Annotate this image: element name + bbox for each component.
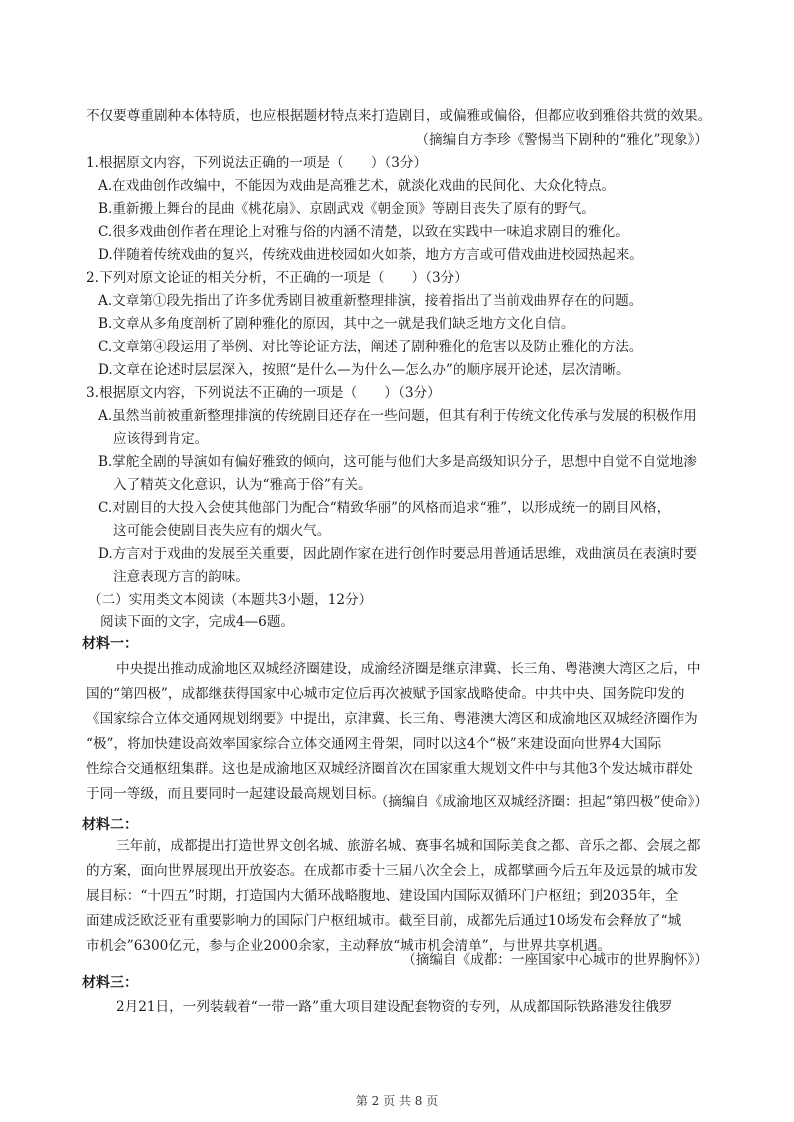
question-3-option-b: B.掌舵全剧的导演如有偏好雅致的倾向，这可能与他们大多是高级知识分子，思想中自觉不自觉地渗 — [98, 454, 697, 470]
material-2-heading: 材料二： — [82, 817, 138, 833]
question-3-option-c-cont: 这可能会使剧目丧失应有的烟火气。 — [113, 523, 331, 539]
material-2-line: 面建成泛欧泛亚有重要影响力的国际门户枢纽城市。截至目前，成都先后通过10场发布会释放了“城 — [86, 913, 682, 929]
section-instruction: 阅读下面的文字，完成4—6题。 — [100, 614, 295, 630]
material-2-line: 展目标：“十四五”时期，打造国内大循环战略腹地、建设国内国际双循环门户枢纽；到2035年，全 — [86, 888, 679, 904]
question-3-option-a: A.虽然当前被重新整理排演的传统剧目还存在一些问题，但其有利于传统文化传承与发展的积极作用 — [98, 408, 697, 424]
question-3-option-d: D.方言对于戏曲的发展至关重要，因此剧作家在进行创作时要忌用普通话思维，戏曲演员在表演时要 — [98, 546, 698, 562]
question-2-stem: 2.下列对原文论证的相关分析，不正确的一项是（ ）（3分） — [86, 270, 468, 286]
material-3-line: 2月21日，一列装载着“一带一路”重大项目建设配套物资的专列，从成都国际铁路港发往俄罗 — [116, 999, 673, 1015]
continuation-line: 不仅要尊重剧种本体特质，也应根据题材特点来打造剧目，或偏雅或偏俗，但都应收到雅俗共赏的效果。 — [86, 108, 712, 124]
material-1-line: 《国家综合立体交通网规划纲要》中提出，京津冀、长三角、粤港澳大湾区和成渝地区双城经济圈作为 — [86, 711, 698, 727]
material-1-line: 于同一等级，而且要同时一起建设最高规划目标。 — [86, 786, 386, 802]
question-3-stem: 3.根据原文内容，下列说法不正确的一项是（ ）（3分） — [86, 385, 441, 401]
material-1-source: （摘编自《成渝地区双城经济圈：担起“第四极”使命》） — [374, 794, 708, 810]
page-footer: 第 2 页 共 8 页 — [355, 1094, 439, 1108]
material-1-line: “极”，将加快建设高效率国家综合立体交通网主骨架，同时以这4个“极”来建设面向世界4大国际 — [86, 736, 662, 752]
question-1-option-d: D.伴随着传统戏曲的复兴，传统戏曲进校园如火如荼，地方方言或可借戏曲进校园热起来。 — [98, 247, 643, 263]
material-1-line: 国的“第四极”，成都继获得国家中心城市定位后再次被赋予国家战略使命。中共中央、国务院印发的 — [86, 686, 685, 702]
material-1-heading: 材料一： — [82, 636, 138, 652]
question-2-option-a: A.文章第①段先指出了许多优秀剧目被重新整理排演，接着指出了当前戏曲界存在的问题。 — [98, 293, 643, 309]
material-2-line: 三年前，成都提出打造世界文创名城、旅游名城、赛事名城和国际美食之都、音乐之都、会展之都 — [116, 838, 701, 854]
material-1-line: 中央提出推动成渝地区双城经济圈建设，成渝经济圈是继京津冀、长三角、粤港澳大湾区之后，中 — [116, 661, 701, 677]
question-1-stem: 1.根据原文内容，下列说法正确的一项是（ ）（3分） — [86, 155, 428, 171]
question-3-option-d-cont: 注意表现方言的韵味。 — [113, 569, 249, 585]
material-1-line: 性综合交通枢纽集群。这也是成渝地区双城经济圈首次在国家重大规划文件中与其他3个发达城市群处 — [86, 761, 693, 777]
question-1-option-a: A.在戏曲创作改编中，不能因为戏曲是高雅艺术，就淡化戏曲的民间化、大众化特点。 — [98, 178, 616, 194]
question-2-option-c: C.文章第④段运用了举例、对比等论证方法，阐述了剧种雅化的危害以及防止雅化的方法。 — [98, 339, 643, 355]
question-3-option-b-cont: 入了精英文化意识，认为“雅高于俗”有关。 — [113, 477, 372, 493]
question-2-option-d: D.文章在论述时层层深入，按照“是什么—为什么—怎么办”的顺序展开论述，层次清晰。 — [98, 362, 630, 378]
material-2-source: （摘编自《成都：一座国家中心城市的世界胸怀》） — [402, 952, 708, 968]
material-2-line: 市机会”6300亿元，参与企业2000余家，主动释放“城市机会清单”，与世界共享机遇。 — [86, 938, 612, 954]
question-3-option-c: C.对剧目的大投入会使其他部门为配合“精致华丽”的风格而追求“雅”，以形成统一的剧目风格， — [98, 500, 671, 516]
material-2-line: 的方案，面向世界展现出开放姿态。在成都市委十三届八次全会上，成都擘画今后五年及远景的城市发 — [86, 863, 698, 879]
question-3-option-a-cont: 应该得到肯定。 — [113, 431, 209, 447]
question-1-option-c: C.很多戏曲创作者在理论上对雅与俗的内涵不清楚，以致在实践中一味追求剧目的雅化。 — [98, 224, 629, 240]
source-citation: （摘编自方李珍《警惕当下剧种的“雅化”现象》） — [415, 132, 708, 148]
question-1-option-b: B.重新搬上舞台的昆曲《桃花扇》、京剧武戏《朝金顶》等剧目丧失了原有的野气。 — [98, 201, 595, 217]
section-title: （二）实用类文本阅读（本题共3小题，12分） — [88, 592, 373, 608]
material-3-heading: 材料三： — [82, 975, 138, 991]
question-2-option-b: B.文章从多角度剖析了剧种雅化的原因，其中之一就是我们缺乏地方文化自信。 — [98, 316, 575, 332]
